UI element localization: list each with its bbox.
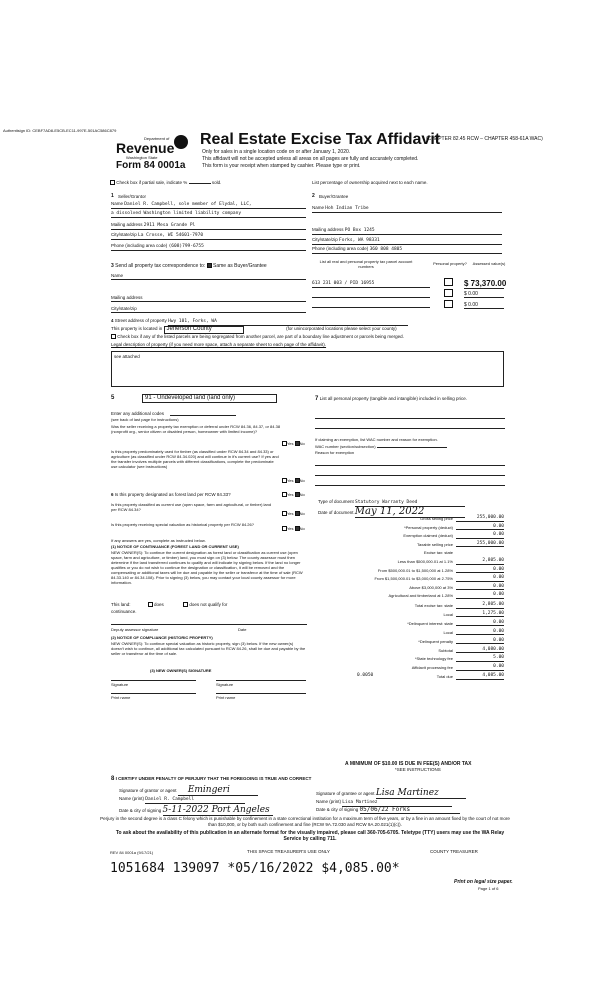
tax-row-label: Subtotal bbox=[438, 647, 453, 653]
does-label: does bbox=[154, 602, 164, 607]
new-owner-sig-heading: (3) NEW OWNER(S) SIGNATURE bbox=[150, 668, 212, 673]
segregated-checkbox[interactable] bbox=[111, 334, 116, 339]
personal-property-header: Personal property? bbox=[433, 261, 467, 266]
tax-row-value[interactable]: 2,805.00 bbox=[456, 602, 504, 609]
uninc-note: (for unincorporated locations please select your county) bbox=[286, 326, 397, 331]
wac-number-label bbox=[315, 444, 447, 449]
see-instructions-note: *SEE INSTRUCTIONS bbox=[395, 767, 441, 772]
q1-no-label: No bbox=[299, 441, 305, 446]
grantor-name-label: Name (print) bbox=[119, 796, 145, 801]
this-land-label: This land: bbox=[111, 602, 131, 607]
grantor-name-row bbox=[119, 796, 245, 804]
tax-row-label: Less than $500,000.01 at 1.1% bbox=[397, 559, 453, 564]
partial-sale-label: Check box if partial sale, indicate % bbox=[116, 180, 188, 185]
doc-type-label: Type of document bbox=[318, 499, 354, 504]
deputy-signature-line[interactable] bbox=[111, 621, 307, 625]
tax-row-label: Agricultural and timberland at 1.28% bbox=[388, 593, 453, 599]
correspondence-row: 3 Send all property tax correspondence to: Same as Buyer/Grantee bbox=[111, 263, 267, 269]
partial-sale-row bbox=[110, 180, 221, 186]
q5-yes-label: Yes bbox=[287, 526, 294, 531]
tax-row-label: Local bbox=[443, 629, 453, 635]
county-row bbox=[111, 326, 397, 334]
buyer-heading: Buyer/Grantee bbox=[319, 194, 349, 199]
authentisign-id: Authentisign ID: CEBF7AD8-E5CB-EC11-997E-501AC586C879 bbox=[3, 128, 117, 133]
buyer-phone-field[interactable]: Phone (including area code) 360 808 4805 bbox=[312, 246, 502, 254]
segregated-label: Check box if any of the listed parcels are being segregated from another parcel, are part of a boundary line adjustment or parcels being merged. bbox=[117, 334, 404, 339]
timber-question: Is this property predominately used for timber (as classified under RCW 84.34 and 84.33) or agriculture (as classified under RCW 84.34.020) and will continue in it's current use? If yes and the transfer involves multiple parcels with different classifications, complete the predominate use calculator (see instructions) bbox=[111, 449, 279, 469]
owner-print-line-1[interactable] bbox=[111, 690, 196, 694]
exemption-reason-label: Reason for exemption bbox=[315, 450, 355, 455]
tax-row-value[interactable]: 0.00 bbox=[456, 575, 504, 582]
grantor-date-label: Date & city of signing bbox=[119, 808, 162, 813]
current-use-question: Is this property classified as current use (open space, farm and agricultural, or timber) land per RCW 84.34? bbox=[111, 502, 272, 512]
seller-name-line2[interactable]: a dissolved Washington limited liability company bbox=[111, 211, 306, 218]
tax-row-label: Total excise tax: state bbox=[414, 603, 453, 608]
q3-yes-label: Yes bbox=[287, 492, 294, 497]
seller-heading: Seller/Grantor bbox=[118, 194, 147, 199]
q5-no-label: No bbox=[299, 526, 305, 531]
revision-label: REV 84 0001a (9/17/21) bbox=[110, 850, 154, 855]
parcel-number-2[interactable] bbox=[312, 292, 430, 298]
personal-property-checkbox-2[interactable] bbox=[444, 289, 453, 297]
tax-row-value[interactable]: 4,080.00 bbox=[456, 647, 504, 654]
form-citation: (CHAPTER 82.45 RCW – CHAPTER 458-61A WAC) bbox=[426, 136, 543, 142]
q3-no-label: No bbox=[299, 492, 305, 497]
revenue-label: Revenue bbox=[116, 140, 175, 156]
q4-yes-label: Yes bbox=[287, 511, 294, 516]
header-line-2: This affidavit will not be accepted unless all areas on all pages are fully and accurately completed. bbox=[202, 156, 419, 162]
street-address-field[interactable]: Hwy 101, Forks, WA bbox=[168, 319, 408, 326]
grantor-signature-row bbox=[119, 786, 258, 796]
deputy-date-label: Date bbox=[238, 627, 247, 632]
header-line-3: This form is your receipt when stamped by cashier. Please type or print. bbox=[202, 163, 361, 169]
exemption-question: Was the seller receiving a property tax exemption or deferral under RCW 84.36, 84.37, or 84.38 (nonprofit org., senior citizen or disabled person, homeowner with limited income)? bbox=[111, 424, 281, 434]
dept-label: Department of bbox=[144, 136, 170, 141]
sec6-number: 6 bbox=[111, 492, 114, 497]
personal-property-checkbox-3[interactable] bbox=[444, 300, 453, 308]
parcel-column-header: List all real and personal property tax parcel account numbers bbox=[319, 259, 413, 269]
legal-paper-note: Print on legal size paper. bbox=[454, 879, 513, 885]
tax-row-value[interactable]: 5.00 bbox=[456, 655, 504, 662]
buyer-name-field[interactable]: Name Hoh Indian Tribe bbox=[312, 205, 502, 213]
street-address-label: Street address of property bbox=[114, 318, 167, 323]
q1-yes-no bbox=[282, 441, 305, 446]
exemption-reason-line-3[interactable] bbox=[315, 482, 505, 486]
personal-property-line-1[interactable] bbox=[315, 415, 505, 419]
owner-print-label-2: Print name bbox=[216, 695, 236, 700]
buyer-mailing-field[interactable]: Mailing address PO Box 1245 bbox=[312, 227, 502, 235]
assessed-value-1[interactable]: $ 73,370.00 bbox=[464, 279, 507, 288]
same-as-buyer-label: Same as Buyer/Grantee bbox=[213, 263, 267, 269]
owner-signature-label-2: Signature bbox=[216, 682, 234, 687]
does-not-qualify-checkbox[interactable] bbox=[183, 602, 188, 607]
continuance-label: continuance. bbox=[111, 609, 137, 614]
does-checkbox[interactable] bbox=[148, 602, 153, 607]
sec3-name-field[interactable]: Name bbox=[111, 273, 306, 280]
wa-label: Washington State bbox=[126, 155, 158, 160]
q4-yes-no bbox=[282, 511, 305, 516]
correspondence-label: Send all property tax correspondence to: bbox=[115, 263, 206, 269]
assessed-value-3[interactable]: $ 0.00 bbox=[464, 302, 504, 309]
q4-no-label: No bbox=[299, 511, 305, 516]
grantee-date-row bbox=[316, 807, 460, 814]
additional-codes-label: Enter any additional codes bbox=[111, 411, 165, 416]
sec7-number: 7 bbox=[315, 396, 319, 402]
sec8-number: 8 bbox=[111, 776, 115, 782]
personal-property-line-2[interactable] bbox=[315, 425, 505, 429]
does-not-qualify-label: does not qualify for bbox=[189, 602, 228, 607]
notice-compliance-body: NEW OWNER(S): To continue special valuation as historic property, sign (3) below. If the new owner(s) doesn't wish to continue, all additional tax calculated pursuant to RCW 84.26, shall be due and payable by the seller or transferor at the time of sale. bbox=[111, 641, 306, 656]
ownership-note: List percentage of ownership acquired next to each name. bbox=[312, 180, 428, 185]
dor-logo-icon bbox=[174, 135, 188, 149]
wac-number-text: WAC number (section/subsection) bbox=[315, 444, 376, 449]
forest-land-label: Is this property designated as forest land per RCW 84.33? bbox=[114, 492, 231, 497]
q2-no-label: No bbox=[299, 478, 305, 483]
historic-question: Is this property receiving special valuation as historical property per RCW 84.26? bbox=[111, 522, 254, 527]
tax-row-label: Total due bbox=[436, 674, 453, 680]
tax-row-value[interactable]: 0.00 bbox=[456, 524, 504, 531]
tax-row-value[interactable]: 2,805.00 bbox=[456, 558, 504, 565]
street-address-row: 4 Street address of property Hwy 101, Forks, WA bbox=[111, 318, 408, 326]
tax-row-label: *State technology fee bbox=[414, 656, 453, 662]
tax-row-label: Taxable selling price bbox=[416, 541, 453, 547]
certify-heading bbox=[111, 776, 311, 783]
tax-row-value[interactable]: 0.00 bbox=[456, 532, 504, 539]
grantor-date-row bbox=[119, 806, 273, 816]
tax-row-label: *Personal property (deduct) bbox=[404, 524, 453, 530]
codes-note: (see back of last page for instructions) bbox=[111, 417, 179, 422]
form-title: Real Estate Excise Tax Affidavit bbox=[200, 131, 441, 148]
tax-row-value[interactable]: 255,000.00 bbox=[456, 541, 504, 548]
local-rate: 0.0050 bbox=[357, 673, 374, 678]
doc-date-label: Date of document bbox=[318, 510, 354, 515]
seller-name-field[interactable]: Name Daniel R. Campbell, sole member of Elydal, LLC, bbox=[111, 201, 306, 209]
buyer-city-field[interactable]: City/state/zip Forks, WA 98331 bbox=[312, 237, 502, 245]
grantee-signature-label: Signature of grantee or agent bbox=[316, 791, 375, 796]
grantee-date-label: Date & city of signing bbox=[316, 807, 359, 812]
certify-text: I CERTIFY UNDER PENALTY OF PERJURY THAT THE FOREGOING IS TRUE AND CORRECT bbox=[115, 776, 312, 781]
tax-row-value[interactable]: 255,000.00 bbox=[456, 515, 504, 522]
additional-codes-field[interactable] bbox=[170, 411, 236, 416]
same-as-buyer-checkbox[interactable] bbox=[207, 263, 212, 268]
county-select[interactable]: Jefferson County bbox=[164, 326, 244, 334]
tax-row-value[interactable]: 0.00 bbox=[456, 567, 504, 574]
owner-signature-label-1: Signature bbox=[111, 682, 129, 687]
personal-property-text: List all personal property (tangible and intangible) included in selling price. bbox=[319, 396, 467, 401]
grantor-date-field[interactable]: 5-11-2022 Port Angeles bbox=[163, 806, 273, 816]
seller-city-field[interactable]: City/state/zip La Crosse, WI 54601-7970 bbox=[111, 232, 306, 240]
grantor-signature-field[interactable]: Emingeri bbox=[178, 786, 258, 796]
doc-type-field[interactable]: Statutory Warranty Deed bbox=[355, 500, 465, 507]
owner-print-line-2[interactable] bbox=[216, 690, 306, 694]
sec3-city-field[interactable]: City/state/zip bbox=[111, 306, 306, 313]
parcel-number-3[interactable] bbox=[312, 302, 430, 308]
tax-row-label: From $500,000.01 to $1,500,000 at 1.28% bbox=[377, 567, 453, 573]
personal-property-checkbox-1[interactable] bbox=[444, 278, 453, 286]
grantee-name-field[interactable]: Lisa Martinez bbox=[342, 800, 452, 807]
notice-compliance-heading: (2) NOTICE OF COMPLIANCE (HISTORIC PROPERTY) bbox=[111, 635, 213, 640]
instructions-note: If any answers are yes, complete as instructed below. bbox=[111, 538, 206, 543]
tax-row-label: Exemption claimed (deduct) bbox=[403, 533, 453, 539]
located-label: This property is located in bbox=[111, 326, 163, 331]
tax-row-value[interactable]: 1,275.00 bbox=[456, 611, 504, 618]
q3-yes-no bbox=[282, 492, 305, 497]
sec5-number: 5 bbox=[111, 395, 115, 401]
tax-row-value[interactable]: 0.00 bbox=[456, 638, 504, 645]
q5-yes-no bbox=[282, 526, 305, 531]
page-number: Page 1 of 6 bbox=[478, 886, 499, 891]
grantee-signature-row bbox=[316, 789, 466, 799]
parcel-number-1[interactable]: 613 231 003 / PID 16955 bbox=[312, 281, 430, 288]
grantor-name-field[interactable]: Daniel R. Campbell bbox=[145, 797, 245, 804]
wac-number-field[interactable] bbox=[377, 447, 447, 448]
tax-row-value[interactable]: 0.00 bbox=[456, 620, 504, 627]
cashier-stamp: 1051684 139097 *05/16/2022 $4,085.00* bbox=[110, 861, 400, 876]
personal-property-label bbox=[315, 396, 505, 403]
minimum-due-note: A MINIMUM OF $10.00 IS DUE IN FEE(S) AND/OR TAX bbox=[345, 761, 472, 767]
owner-signature-line-1[interactable] bbox=[111, 677, 196, 681]
this-land-row bbox=[111, 602, 227, 608]
assessed-value-header: Assessed value(s) bbox=[472, 261, 506, 266]
legal-desc-label: Legal description of property (if you need more space, attach a separate sheet to each page of the affidavit). bbox=[111, 342, 327, 347]
tax-row-label: Affidavit processing fee bbox=[411, 665, 453, 671]
owner-print-label-1: Print name bbox=[111, 695, 131, 700]
tax-row-label: From $1,500,000.01 to $3,000,000 at 2.75% bbox=[374, 576, 453, 582]
legal-desc-field[interactable]: see attached bbox=[111, 351, 504, 387]
tax-row-value[interactable]: 0.00 bbox=[456, 629, 504, 636]
tax-row-value[interactable]: 0.00 bbox=[456, 584, 504, 591]
owner-signature-line-2[interactable] bbox=[216, 677, 306, 681]
q1-yes-label: Yes bbox=[287, 441, 294, 446]
tax-row-value[interactable]: 0.00 bbox=[456, 592, 504, 599]
treasurer-use-label: THIS SPACE TREASURER'S USE ONLY bbox=[247, 849, 330, 854]
exemption-reason-line-1[interactable] bbox=[315, 462, 505, 466]
header-line-1: Only for sales in a single location code on or after January 1, 2020. bbox=[202, 149, 351, 155]
sec3-mailing-field[interactable]: Mailing address bbox=[111, 295, 306, 302]
partial-sale-sold: sold. bbox=[211, 180, 222, 185]
exemption-reason-line-2[interactable] bbox=[315, 472, 505, 476]
grantee-name-label: Name (print) bbox=[316, 799, 342, 804]
notice-continuance-heading: (1) NOTICE OF CONTINUANCE (FOREST LAND OR CURRENT USE) bbox=[111, 544, 239, 549]
tax-row-label: Above $3,000,000 at 3% bbox=[409, 584, 453, 590]
alt-format-notice: To ask about the availability of this publication in an alternate format for the visually impaired, please call 360-705-6705. Teletype (TTY) users may use the WA Relay Service by calling 711. bbox=[115, 830, 505, 842]
land-use-select[interactable]: 91 - Undeveloped land (land only) bbox=[142, 394, 277, 403]
seller-mailing-field[interactable]: Mailing address 2911 Mesa Grande Pl bbox=[111, 222, 306, 230]
tax-row-label: *Delinquent penalty bbox=[418, 638, 453, 644]
assessed-value-2[interactable]: $ 0.00 bbox=[464, 291, 504, 298]
grantor-signature-label: Signature of grantor or agent bbox=[119, 788, 177, 793]
tax-row-label: *Delinquent interest: state bbox=[407, 620, 453, 626]
grantee-date-field[interactable]: 05/06/22 Forks bbox=[360, 807, 460, 814]
tax-row-value[interactable]: 0.00 bbox=[456, 664, 504, 671]
partial-sale-checkbox[interactable] bbox=[110, 180, 115, 185]
county-treasurer-label: COUNTY TREASURER bbox=[430, 849, 478, 854]
tax-row-value[interactable]: 4,085.00 bbox=[456, 673, 504, 680]
exemption-claim-label: If claiming an exemption, list WAC number and reason for exemption. bbox=[315, 437, 438, 442]
tax-row-label: Gross selling price bbox=[420, 516, 453, 521]
deputy-signature-label: Deputy assessor signature bbox=[111, 627, 159, 632]
tax-row-label: Local bbox=[443, 611, 453, 617]
notice-continuance-body: NEW OWNER(S): To continue the current designation as forest land or classification as current use (open space, farm and agriculture, or timber) land, you must sign on (3) below. The county assessor must then determine if the land transferred continues to qualify and will indicate by signing below. If the land no longer qualifies or you do not wish to continue the designation or classification, it will be removed and the compensating or additional taxes will be due and payable by the seller or transferor at the time of sale (RCW 84.33.140 or 84.34.108). Prior to signing (3) below, you may contact your local county assessor for more information. bbox=[111, 550, 303, 585]
forest-land-question bbox=[111, 492, 231, 498]
seller-phone-field[interactable]: Phone (including area code) (608)799-6755 bbox=[111, 243, 306, 251]
segregated-row bbox=[111, 334, 404, 340]
grantee-signature-field[interactable]: Lisa Martinez bbox=[376, 789, 466, 799]
perjury-notice: Perjury in the second degree is a class C felony which is punishable by confinement in a state correctional institution for a maximum term of five years, or by a fine in an amount fixed by the court of not more than $10,000, or by both such confinement and fine (RCW 9A.72.030 and RCW 9A.20.021(1)(c)). bbox=[100, 816, 510, 827]
tax-row-label: Excise tax: state bbox=[423, 550, 453, 556]
doc-date-field[interactable]: May 11, 2022 bbox=[355, 507, 465, 518]
q2-yes-label: Yes bbox=[287, 478, 294, 483]
form-number: Form 84 0001a bbox=[116, 160, 186, 171]
q2-yes-no bbox=[282, 478, 305, 483]
